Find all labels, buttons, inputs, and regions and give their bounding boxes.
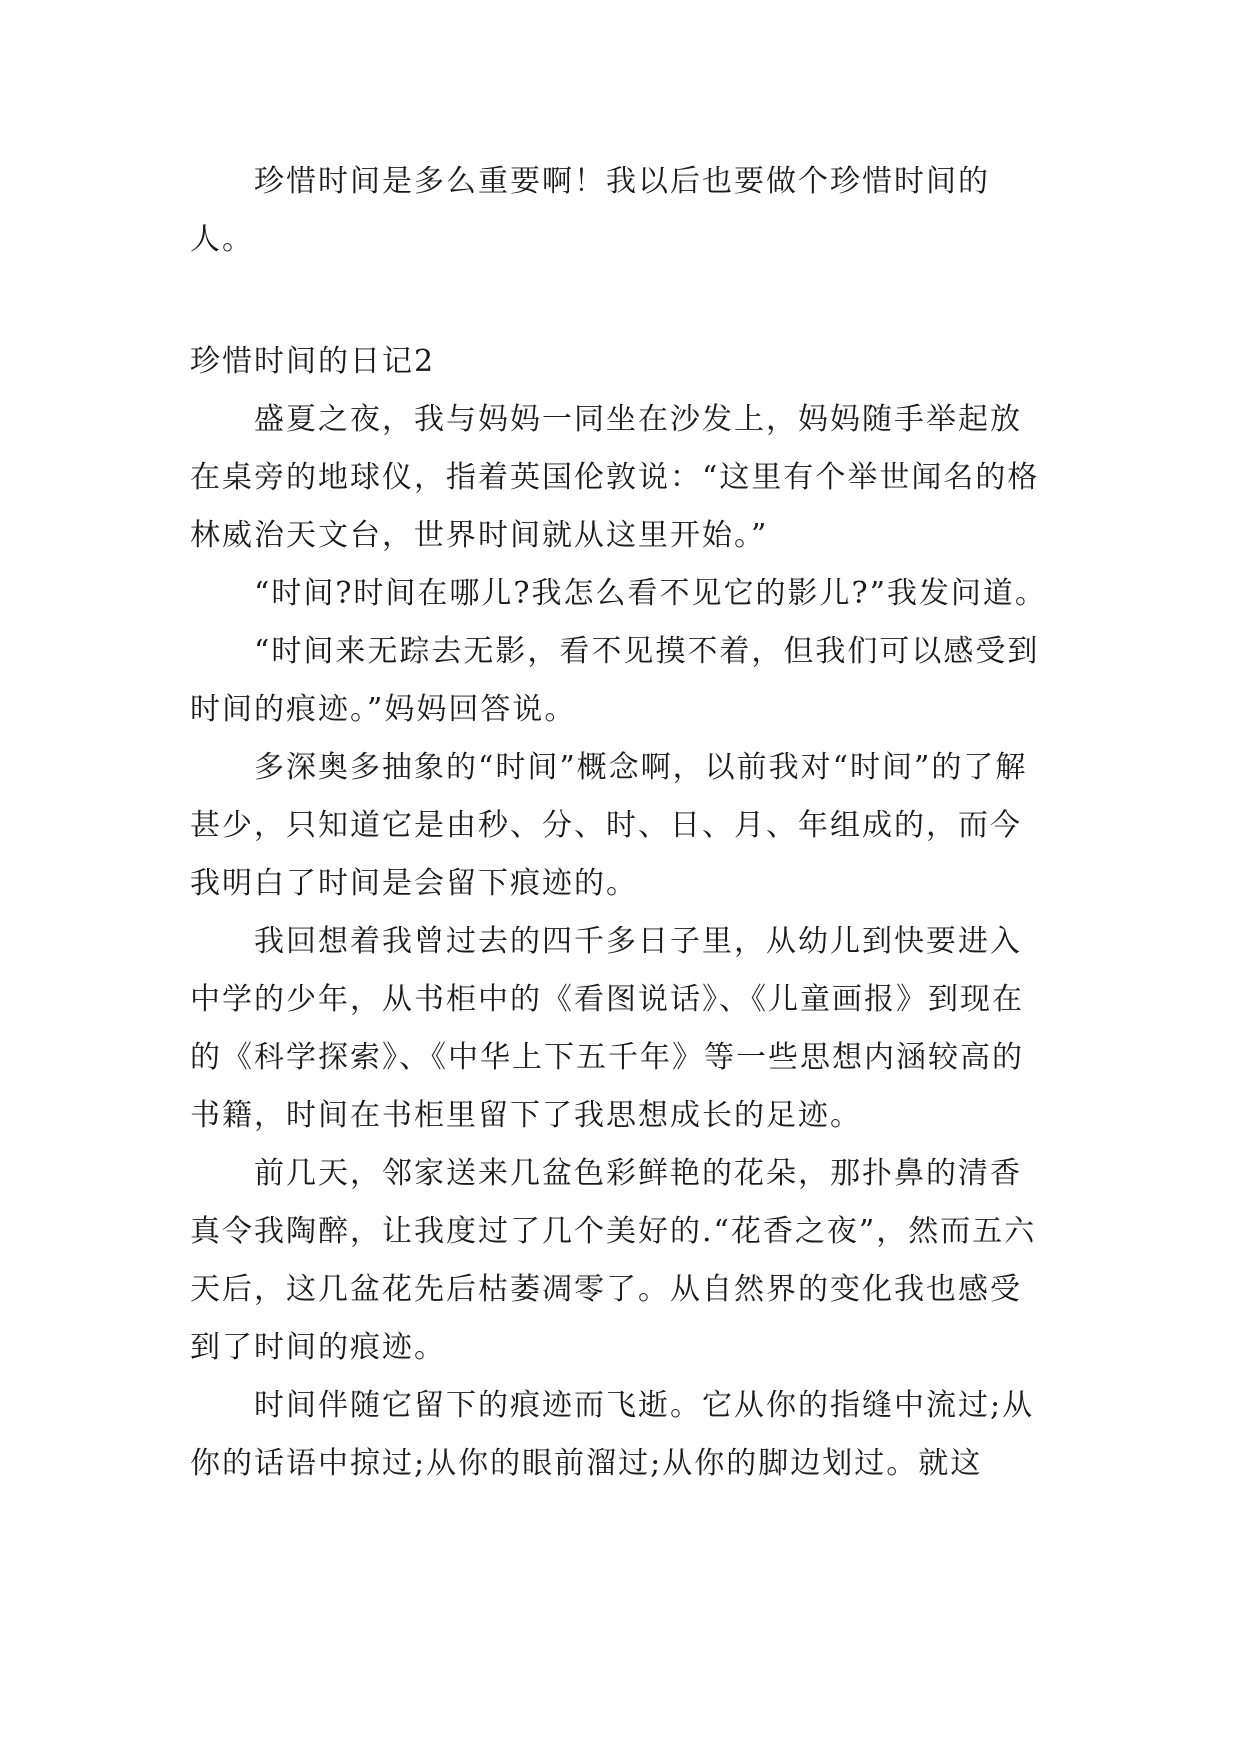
diary-2-paragraph-2: “时间?时间在哪儿?我怎么看不见它的影儿?”我发问道。 [254,576,1047,611]
diary-2-paragraph-6: 前几天，邻家送来几盆色彩鲜艳的花朵，那扑鼻的清香真令我陶醉，让我度过了几个美好的.“花香之夜”，然而五六天后，这几盆花先后枯萎凋零了。从自然界的变化我也感受到了时间的痕迹。 [190,1156,1037,1365]
diary-2-paragraph-1: 盛夏之夜，我与妈妈一同坐在沙发上，妈妈随手举起放在桌旁的地球仪，指着英国伦敦说：“这里有个举世闻名的格林威治天文台，世界时间就从这里开始。” [190,402,1040,553]
intro-section [190,153,1050,269]
diary-2-paragraph-4: 多深奥多抽象的“时间”概念啊，以前我对“时间”的了解甚少，只知道它是由秒、分、时、日、月、年组成的，而今我明白了时间是会留下痕迹的。 [190,750,1028,901]
intro-paragraph: 珍惜时间是多么重要啊！我以后也要做个珍惜时间的人。 [190,164,990,257]
diary-2-paragraph-5: 我回想着我曾过去的四千多日子里，从幼儿到快要进入中学的少年，从书柜中的《看图说话》、《儿童画报》到现在的《科学探索》、《中华上下五千年》等一些思想内涵较高的书籍，时间在书柜里留下了我思想成长的足迹。 [190,924,1024,1133]
diary-2-title: 珍惜时间的日记2 [190,344,436,379]
diary-2-section [190,333,1050,1493]
diary-2-paragraph-3: “时间来无踪去无影，看不见摸不着，但我们可以感受到时间的痕迹。”妈妈回答说。 [190,634,1040,727]
diary-2-paragraph-7: 时间伴随它留下的痕迹而飞逝。它从你的指缝中流过;从你的话语中掠过;从你的眼前溜过;从你的脚边划过。就这 [190,1388,1035,1481]
